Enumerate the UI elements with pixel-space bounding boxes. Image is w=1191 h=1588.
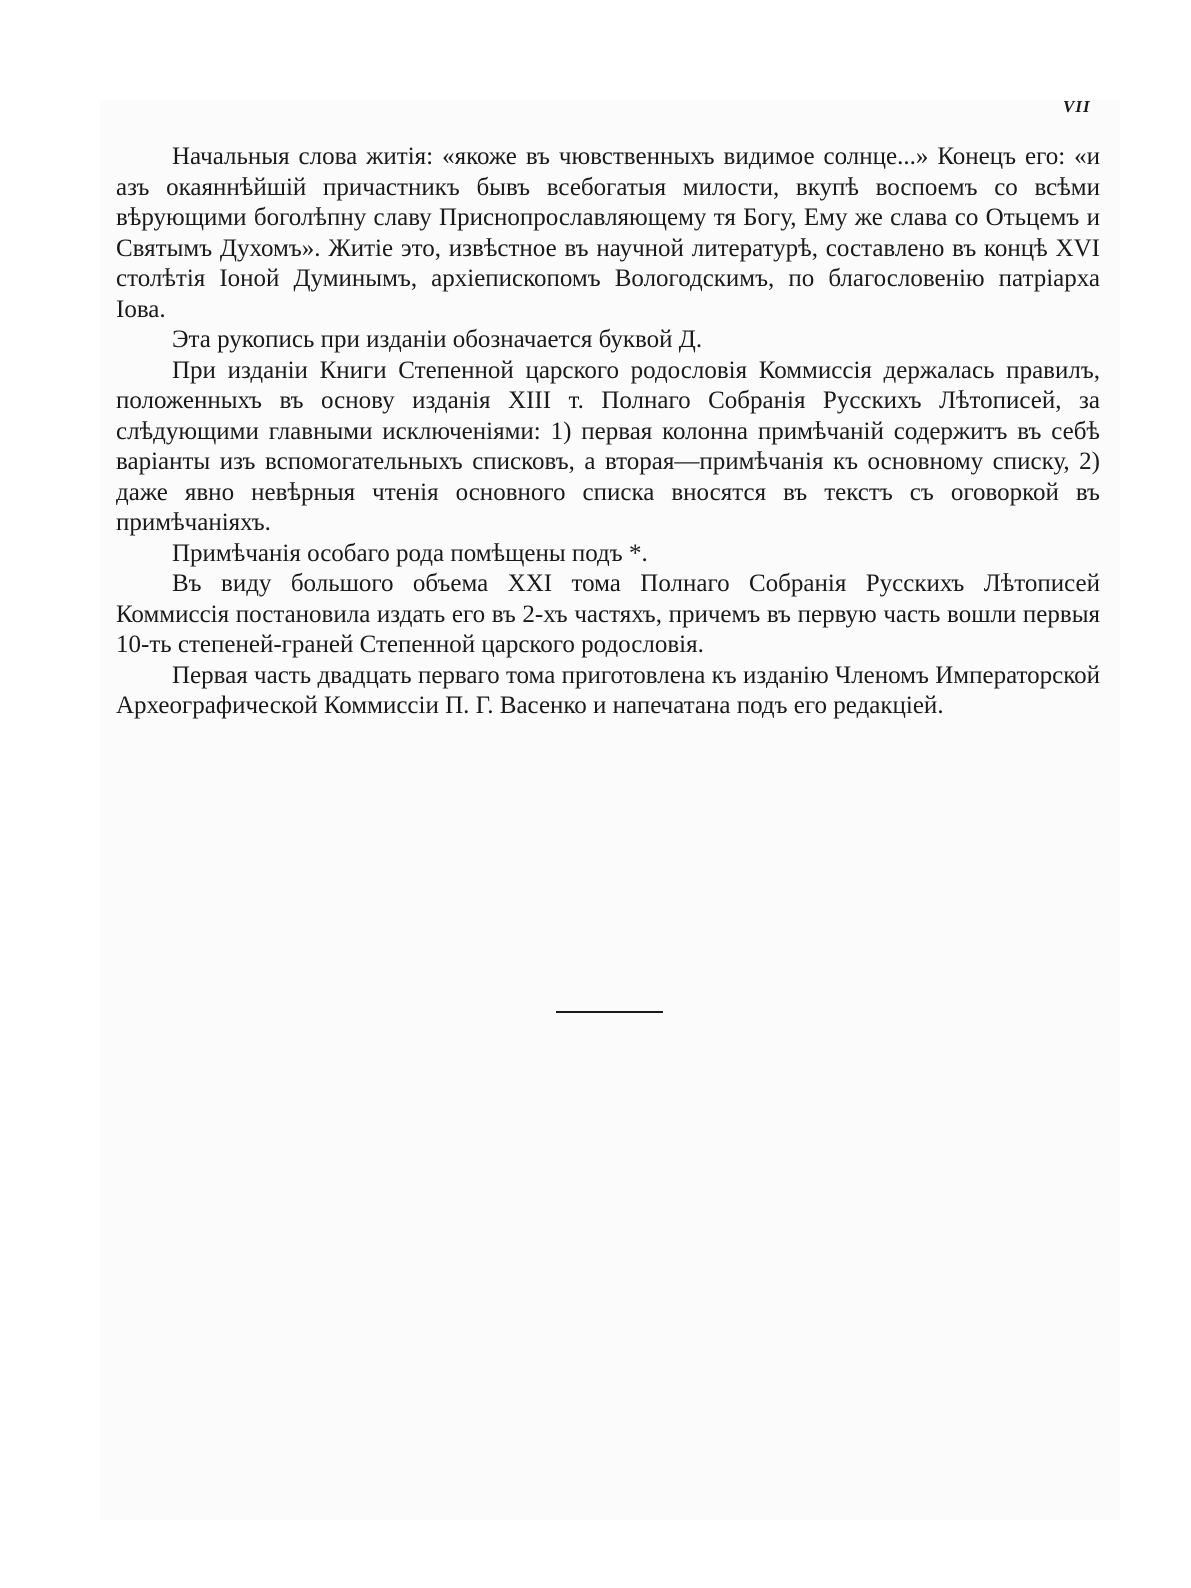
paragraph-life-text: Начальныя слова житія: «якоже въ чювственныхъ видимое солнце...» Конецъ его: «и азъ окаяннѣйшій причастникъ бывъ всебогатыя милости, вкупѣ воспоемъ со всѣми вѣрующими боголѣпну славу Приснопрославляющему тя Богу, Ему же слава со Отьцемъ и Святымъ Духомъ». Житіе это, извѣстное въ научной литературѣ, составлено въ концѣ XVI столѣтія Іоной Думинымъ, архіепископомъ Вологодскимъ, по благословенію патріарха Іова.	[116, 143, 1100, 323]
paragraph-manuscript-letter: Эта рукопись при изданіи обозначается буквой Д.	[172, 326, 703, 353]
paragraph-volume-parts: Въ виду большого объема XXI тома Полнаго Собранія Русскихъ Лѣтописей Коммиссія постановила издать его въ 2-хъ частяхъ, причемъ въ первую часть вошли первыя 10-ть степеней-граней Степенной царского родословія.	[116, 570, 1100, 658]
paragraph-edition-rules: При изданіи Книги Степенной царского родословія Коммиссія держалась правилъ, положенныхъ въ основу изданія XIII т. Полнаго Собранія Русскихъ Лѣтописей, за слѣдующими главными исключеніями: 1) первая колонна примѣчаній содержитъ въ себѣ варіанты изъ вспомогательныхъ списковъ, а вторая—примѣчанія къ основному списку, 2) даже явно невѣрныя чтенія основного списка вносятся въ текстъ съ оговоркой въ примѣчаніяхъ.	[116, 356, 1100, 536]
body-text	[116, 142, 1100, 722]
section-end-rule	[556, 1011, 663, 1013]
page-number: VII	[1063, 97, 1091, 116]
paragraph-special-notes: Примѣчанія особаго рода помѣщены подъ *.	[172, 539, 648, 567]
paragraph-editor-credit: Первая часть двадцать перваго тома приготовлена къ изданію Членомъ Императорской Археографической Коммиссіи П. Г. Васенко и напечатана подъ его редакціей.	[116, 661, 1100, 719]
